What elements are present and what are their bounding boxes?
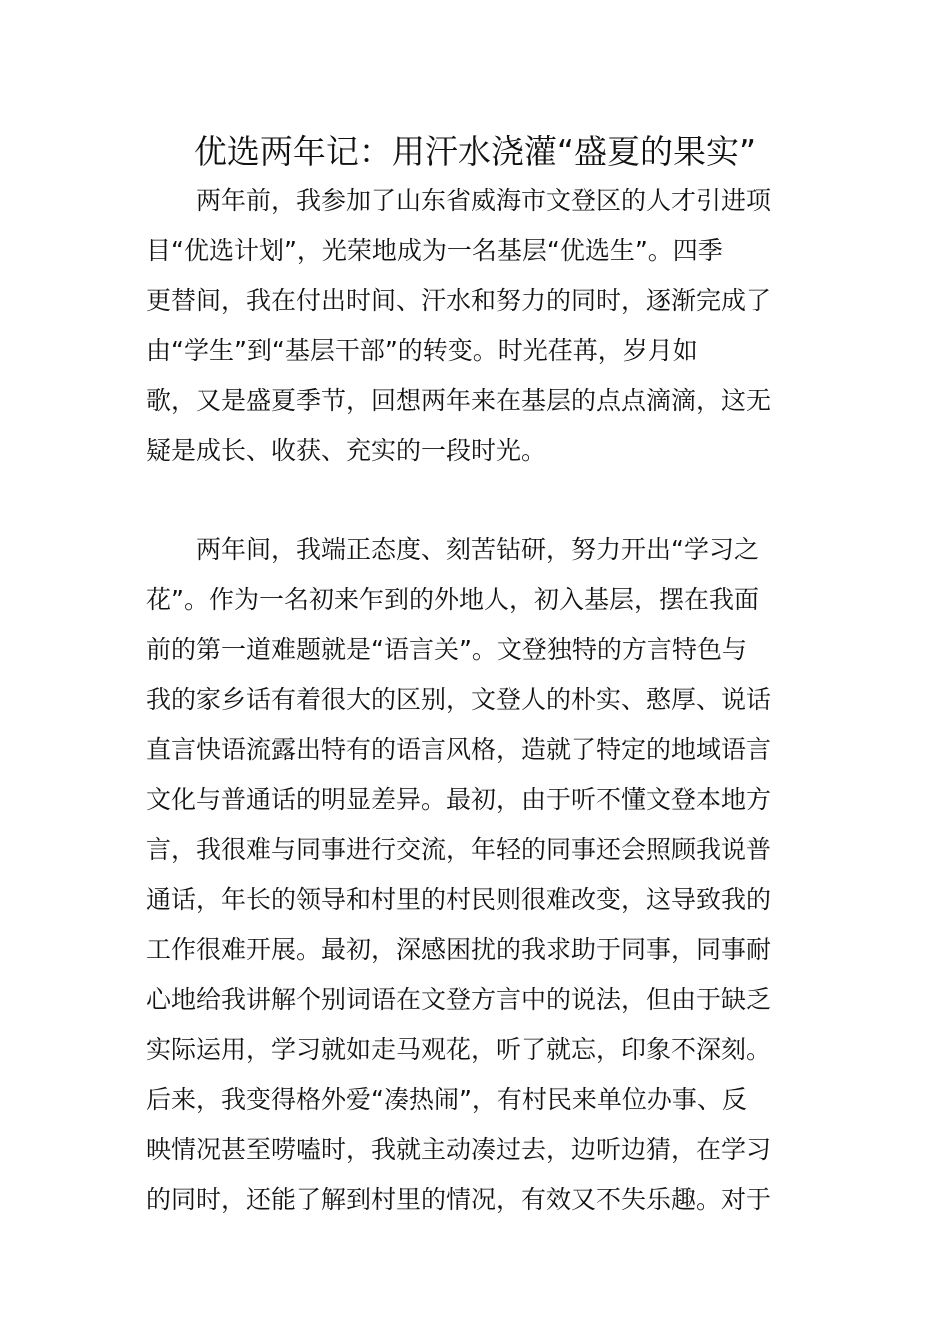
- paragraph-1: [146, 176, 806, 476]
- paragraph-line: 文化与普通话的明显差异。最初，由于听不懂文登本地方: [146, 785, 772, 814]
- paragraph-line: 通话，年长的领导和村里的村民则很难改变，这导致我的: [146, 885, 772, 914]
- paragraph-line: 的同时，还能了解到村里的情况，有效又不失乐趣。对于: [146, 1185, 772, 1214]
- paragraph-line: 两年前，我参加了山东省威海市文登区的人才引进项: [196, 186, 772, 215]
- paragraph-line: 心地给我讲解个别词语在文登方言中的说法，但由于缺乏: [146, 985, 772, 1014]
- paragraph-line: 歌，又是盛夏季节，回想两年来在基层的点点滴滴，这无: [146, 386, 772, 415]
- paragraph-2: [146, 525, 806, 1225]
- paragraph-line: 更替间，我在付出时间、汗水和努力的同时，逐渐完成了: [146, 286, 772, 315]
- paragraph-line: 实际运用，学习就如走马观花，听了就忘，印象不深刻。: [146, 1035, 772, 1064]
- paragraph-line: 花”。作为一名初来乍到的外地人，初入基层，摆在我面: [146, 585, 759, 614]
- paragraph-line: 后来，我变得格外爱“凑热闹”，有村民来单位办事、反: [146, 1085, 747, 1114]
- document-title: 优选两年记：用汗水浇灌“盛夏的果实”: [193, 132, 757, 171]
- paragraph-line: 工作很难开展。最初，深感困扰的我求助于同事，同事耐: [146, 935, 772, 964]
- paragraph-line: 映情况甚至唠嗑时，我就主动凑过去，边听边猜，在学习: [146, 1135, 772, 1164]
- paragraph-line: 言，我很难与同事进行交流，年轻的同事还会照顾我说普: [146, 835, 772, 864]
- paragraph-line: 目“优选计划”，光荣地成为一名基层“优选生”。四季: [146, 236, 723, 265]
- paragraph-line: 疑是成长、收获、充实的一段时光。: [146, 436, 547, 465]
- paragraph-line: 由“学生”到“基层干部”的转变。时光荏苒，岁月如: [146, 336, 698, 365]
- paragraph-line: 前的第一道难题就是“语言关”。文登独特的方言特色与: [146, 635, 747, 664]
- paragraph-line: 直言快语流露出特有的语言风格，造就了特定的地域语言: [146, 735, 772, 764]
- paragraph-line: 我的家乡话有着很大的区别，文登人的朴实、憨厚、说话: [146, 685, 772, 714]
- paragraph-line: 两年间，我端正态度、刻苦钻研，努力开出“学习之: [196, 535, 759, 564]
